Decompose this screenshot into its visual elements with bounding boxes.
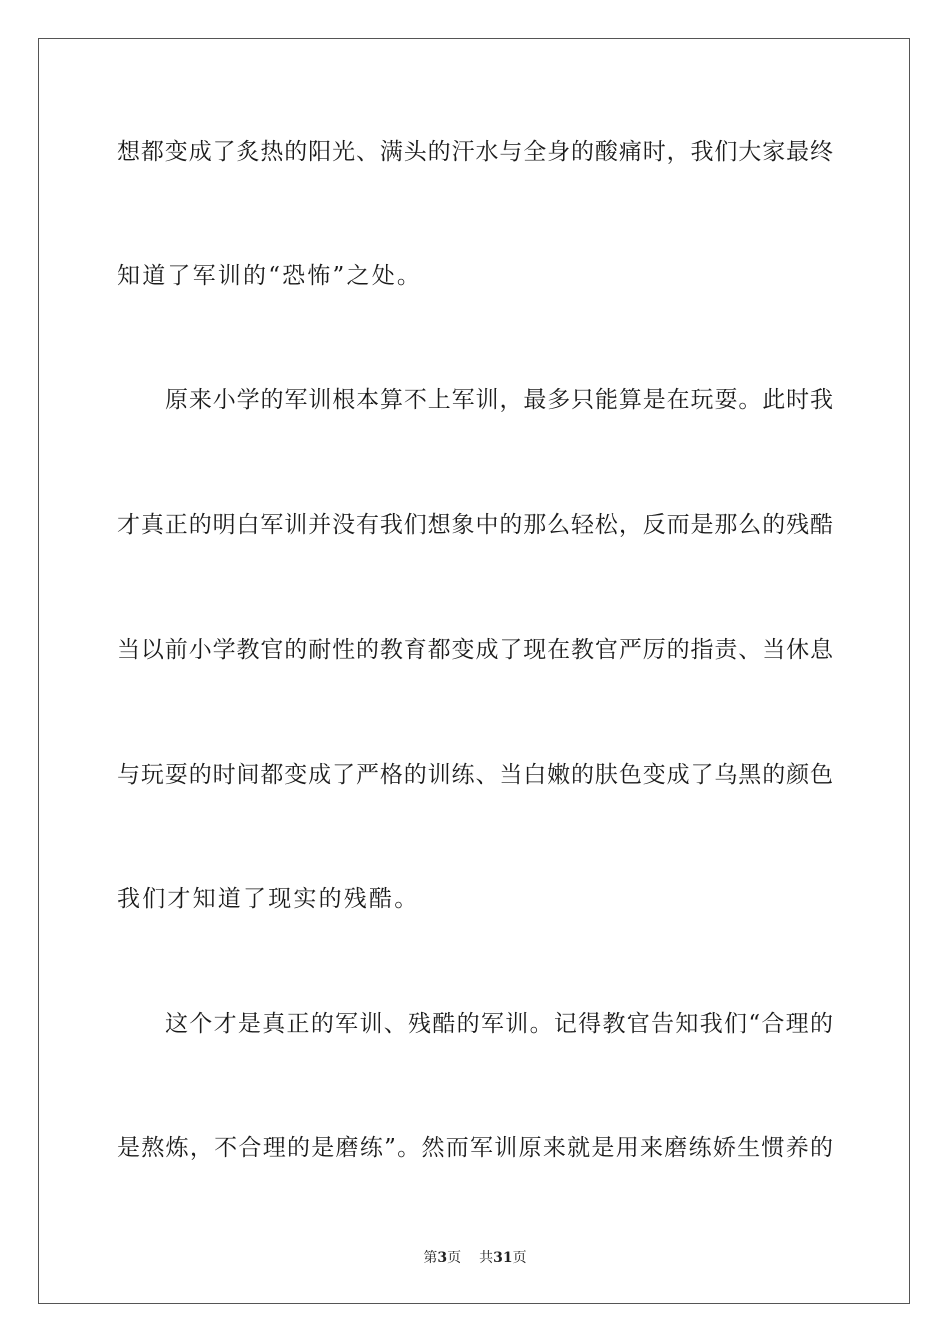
- page-footer: [0, 1247, 950, 1267]
- page-prefix: 第: [423, 1250, 438, 1266]
- total-suffix: 页: [512, 1250, 527, 1266]
- text-line-6: 与玩耍的时间都变成了严格的训练、当白嫩的肤色变成了乌黑的颜色: [117, 762, 833, 788]
- text-line-2: 知道了军训的“恐怖”之处。: [117, 263, 423, 289]
- page-suffix: 页: [447, 1250, 462, 1266]
- text-line-1: 想都变成了炙热的阳光、满头的汗水与全身的酸痛时，我们大家最终: [117, 139, 833, 165]
- text-line-3: 原来小学的军训根本算不上军训，最多只能算是在玩耍。此时我: [165, 387, 833, 413]
- text-line-8: 这个才是真正的军训、残酷的军训。记得教官告知我们“合理的: [165, 1011, 833, 1037]
- total-prefix: 共: [479, 1250, 494, 1266]
- text-line-5: 当以前小学教官的耐性的教育都变成了现在教官严厉的指责、当休息: [117, 637, 833, 663]
- page-frame: [38, 38, 910, 1304]
- total-pages: 31: [493, 1250, 513, 1266]
- text-line-4: 才真正的明白军训并没有我们想象中的那么轻松，反而是那么的残酷: [117, 512, 833, 538]
- text-line-9: 是熬炼，不合理的是磨练”。然而军训原来就是用来磨练娇生惯养的: [117, 1135, 833, 1161]
- text-line-7: 我们才知道了现实的残酷。: [117, 886, 420, 912]
- page-number: 3: [437, 1250, 448, 1266]
